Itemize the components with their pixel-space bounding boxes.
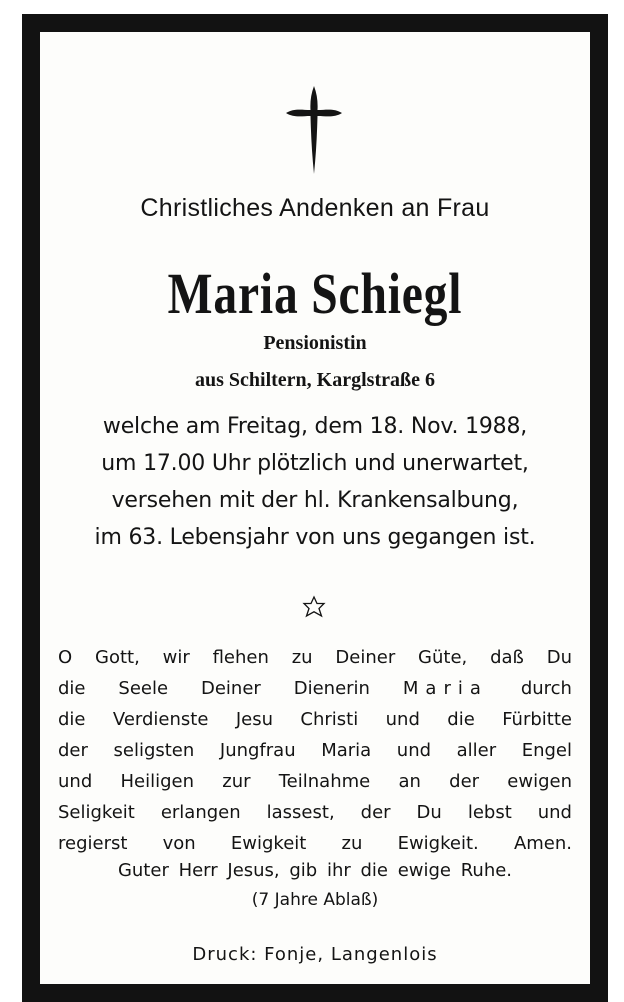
death-notice [40, 408, 590, 556]
prayer-segment: durch [520, 678, 572, 699]
prayer-line: der seligsten Jungfrau Maria und aller Engel [58, 740, 572, 761]
prayer-line: Seligkeit erlangen lassest, der Du lebst und [58, 802, 572, 823]
deceased-name: Maria Schiegl [167, 261, 463, 326]
prayer-line [58, 673, 572, 704]
star-icon [302, 595, 326, 619]
indulgence-note: (7 Jahre Ablaß) [251, 890, 379, 910]
death-notice-line: um 17.00 Uhr plötzlich und unerwartet, [101, 451, 529, 476]
memorial-card [22, 14, 608, 1002]
address: aus Schiltern, Karglstraße 6 [195, 369, 435, 391]
prayer-line: und Heiligen zur Teilnahme an der ewigen [58, 771, 572, 792]
death-notice-line: welche am Freitag, dem 18. Nov. 1988, [102, 414, 528, 439]
printer-credit: Druck: Fonje, Langenlois [192, 944, 438, 965]
occupation: Pensionistin [263, 332, 367, 354]
spaced-name: Maria [402, 678, 488, 699]
prayer-segment: die Seele Deiner Dienerin [58, 678, 370, 699]
death-notice-line: im 63. Lebensjahr von uns gegangen ist. [94, 525, 536, 550]
rest-prayer: Guter Herr Jesus, gib ihr die ewige Ruhe. [117, 860, 513, 881]
prayer-line: O Gott, wir flehen zu Deiner Güte, daß Du [58, 647, 572, 668]
prayer-line: die Verdienste Jesu Christi und die Fürbitte [58, 709, 572, 730]
death-notice-line: versehen mit der hl. Krankensalbung, [111, 488, 519, 513]
prayer-text [58, 642, 572, 859]
intro-heading: Christliches Andenken an Frau [140, 194, 490, 222]
cross-icon [284, 84, 344, 176]
prayer-line: regierst von Ewigkeit zu Ewigkeit. Amen. [58, 833, 572, 854]
